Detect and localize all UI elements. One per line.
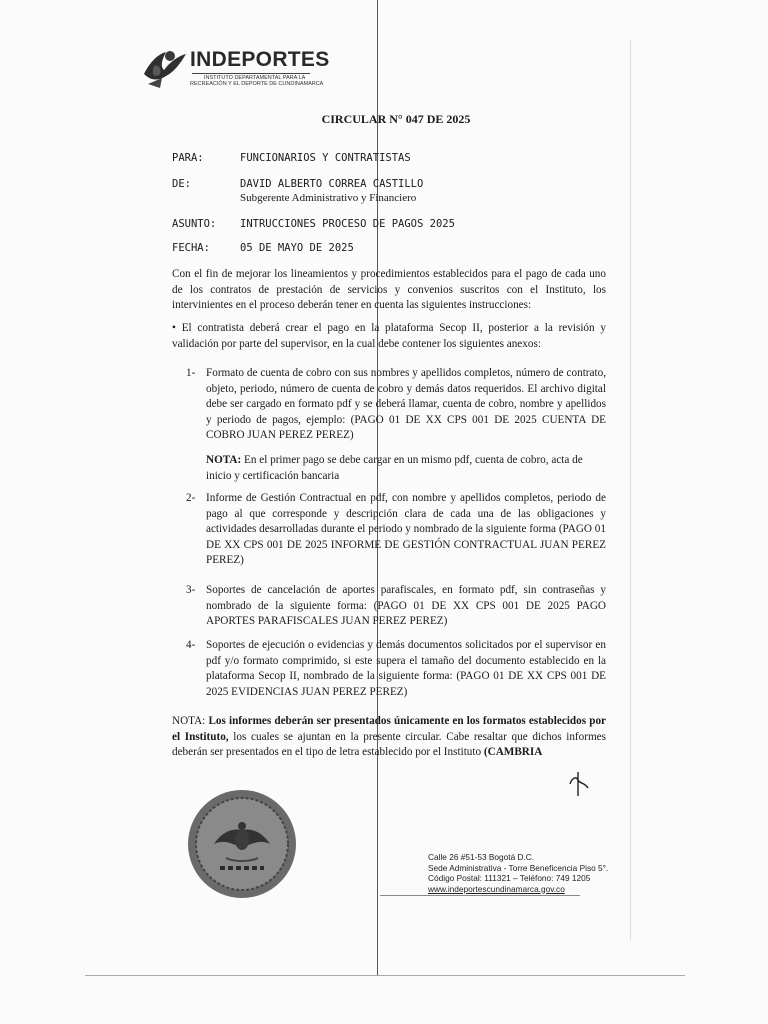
note-primer-pago <box>206 453 606 484</box>
note-informes-paragraph <box>172 714 606 761</box>
circular-title: CIRCULAR N° 047 DE 2025 <box>321 112 471 126</box>
note-text: los cuales se ajuntan en la presente circular. Cabe resaltar que dichos informes deberán ser presentados en el tipo de letra establecido por el Instituto <box>172 730 606 758</box>
footer-postal: Código Postal: 111321 – Teléfono: 749 1205 <box>428 873 591 883</box>
asunto-label: ASUNTO: <box>172 218 217 230</box>
note-text: En el primer pago se debe cargar en un mismo pdf, cuenta de cobro, acta de inicio y certificación bancaria <box>206 454 583 482</box>
note-label: NOTA: <box>172 715 206 727</box>
de-role: Subgerente Administrativo y Financiero <box>240 192 417 204</box>
bullet-paragraph: • El contratista deberá crear el pago en la plataforma Secop II, posterior a la revisión y validación por parte del supervisor, en la cual debe contener los siguientes anexos: <box>172 322 606 350</box>
logo-subtitle-2: RECREACIÓN Y EL DEPORTE DE CUNDINAMARCA <box>190 81 324 87</box>
asunto-value: INTRUCCIONES PROCESO DE PAGOS 2025 <box>240 218 455 230</box>
scan-edge <box>630 40 631 940</box>
item-number: 1- <box>186 367 196 379</box>
fecha-label: FECHA: <box>172 242 210 254</box>
fold-line <box>377 0 378 975</box>
note-label: NOTA: <box>206 454 242 466</box>
footer-contact <box>428 852 608 894</box>
page-bottom-rule <box>85 975 685 976</box>
logo-subtitle-1: INSTITUTO DEPARTAMENTAL PARA LA <box>204 75 306 81</box>
para-label: PARA: <box>172 152 204 164</box>
item-text: Soportes de cancelación de aportes parafiscales, en formato pdf, sin contraseñas y nombrado de la siguiente forma: (PAGO 01 DE XX CPS 001 DE 2025 PAGO APORTES PARAFISCALES JUAN PEREZ PEREZ) <box>206 584 606 627</box>
footer-address: Calle 26 #51-53 Bogotá D.C. <box>428 852 535 862</box>
footer-divider <box>380 895 580 896</box>
item-text: Informe de Gestión Contractual en pdf, con nombre y apellidos completos, periodo de pago al que corresponde y descripción clara de cada una de las obligaciones y actividades desarrolladas durante el periodo y nombrado de la siguiente forma (PAGO 01 DE XX CPS 001 DE 2025 INFORME DE GESTIÓN CONTRACTUAL JUAN PEREZ PEREZ) <box>206 492 606 566</box>
de-value: DAVID ALBERTO CORREA CASTILLO <box>240 178 424 190</box>
logo-wordmark: INDEPORTES <box>190 48 330 71</box>
intro-paragraph: Con el fin de mejorar los lineamientos y procedimientos establecidos para el pago de cada uno de los contratos de prestación de servicios y convenios suscritos con el Instituto, los intervinientes en el proceso deberán tener en cuenta las siguientes instrucciones: <box>172 268 606 311</box>
footer-sede: Sede Administrativa - Torre Beneficencia Piso 5°. <box>428 862 609 873</box>
note-bold-tail: (CAMBRIA <box>483 746 543 758</box>
indeportes-logo <box>140 44 330 94</box>
item-number: 2- <box>186 492 196 504</box>
para-value: FUNCIONARIOS Y CONTRATISTAS <box>240 152 411 164</box>
item-text: Soportes de ejecución o evidencias y demás documentos solicitados por el supervisor en pdf y/o formato comprimido, si este supera el tamaño del documento establecido en la plataforma Secop II, nombrado de la siguiente forma: (PAGO 01 DE XX CPS 001 DE 2025 EVIDENCIAS JUAN PEREZ PEREZ) <box>206 639 606 698</box>
item-text: Formato de cuenta de cobro con sus nombres y apellidos completos, número de contrato, objeto, periodo, número de cuenta de cobro y demás datos requeridos. El archivo digital debe ser cargado en formato pdf y se deberá llamar, cuenta de cobro, nombre y apellidos y periodo de pagos, ejemplo: (PAGO 01 DE XX CPS 001 DE 2025 CUENTA DE COBRO JUAN PEREZ PEREZ) <box>206 367 606 441</box>
official-seal-icon <box>186 788 298 900</box>
signature-mark <box>566 770 592 798</box>
note-bold-text: Los informes deberán ser presentados únicamente en los formatos establecidos por el Instituto, <box>172 715 607 743</box>
footer-website-link[interactable]: www.indeportescundinamarca.gov.co <box>428 883 565 894</box>
item-number: 3- <box>186 584 196 596</box>
logo-divider <box>192 73 310 74</box>
item-number: 4- <box>186 639 196 651</box>
de-label: DE: <box>172 178 191 190</box>
logo-figure-icon <box>140 44 190 90</box>
fecha-value: 05 DE MAYO DE 2025 <box>240 242 354 254</box>
